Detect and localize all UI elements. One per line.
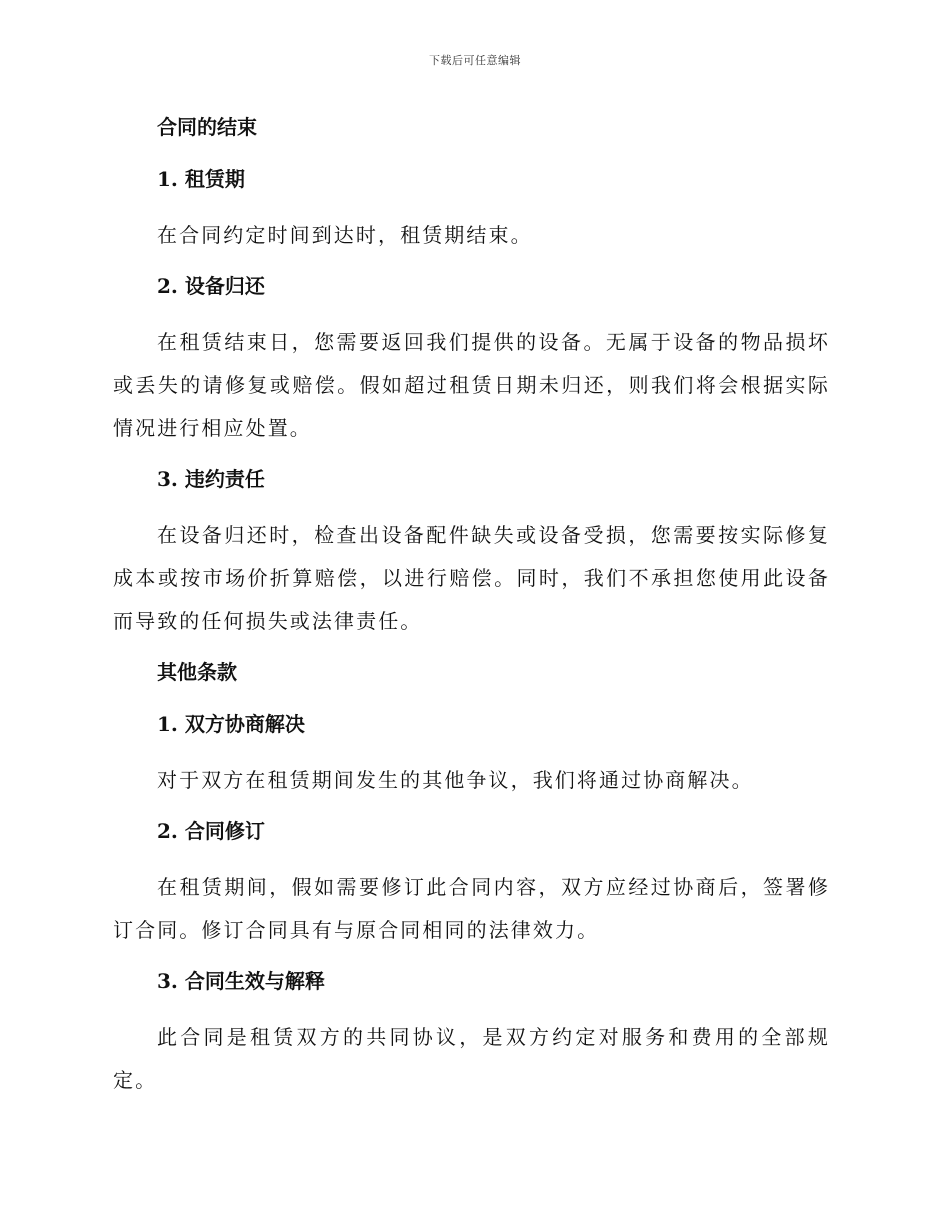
clause-heading-equipment-return: 2. 设备归还	[157, 274, 265, 298]
clause-body-lease-term: 在合同约定时间到达时，租赁期结束。	[157, 223, 533, 247]
clause-heading-amendment: 2. 合同修订	[157, 819, 265, 843]
clause-body-amendment: 在租赁期间，假如需要修订此合同内容，双方应经过协商后，签署修订合同。修订合同具有与原合同相同的法律效力。	[113, 875, 830, 942]
clause-body-effect-interpretation: 此合同是租赁双方的共同协议，是双方约定对服务和费用的全部规定。	[113, 1025, 830, 1092]
section-title-other-terms: 其他条款	[157, 660, 237, 684]
clause-body-breach-liability: 在设备归还时，检查出设备配件缺失或设备受损，您需要按实际修复成本或按市场价折算赔偿，以进行赔偿。同时，我们不承担您使用此设备而导致的任何损失或法律责任。	[113, 523, 830, 633]
document-body	[113, 110, 830, 1102]
clause-heading-effect-interpretation: 3. 合同生效与解释	[157, 969, 325, 993]
clause-heading-negotiation: 1. 双方协商解决	[157, 712, 305, 736]
section-title-contract-end: 合同的结束	[157, 115, 257, 139]
clause-body-negotiation: 对于双方在租赁期间发生的其他争议，我们将通过协商解决。	[157, 768, 754, 792]
clause-heading-breach-liability: 3. 违约责任	[157, 467, 265, 491]
clause-body-equipment-return: 在租赁结束日，您需要返回我们提供的设备。无属于设备的物品损坏或丢失的请修复或赔偿。假如超过租赁日期未归还，则我们将会根据实际情况进行相应处置。	[113, 330, 830, 440]
page-header: 下载后可任意编辑	[429, 54, 521, 67]
clause-heading-lease-term: 1. 租赁期	[157, 167, 245, 191]
